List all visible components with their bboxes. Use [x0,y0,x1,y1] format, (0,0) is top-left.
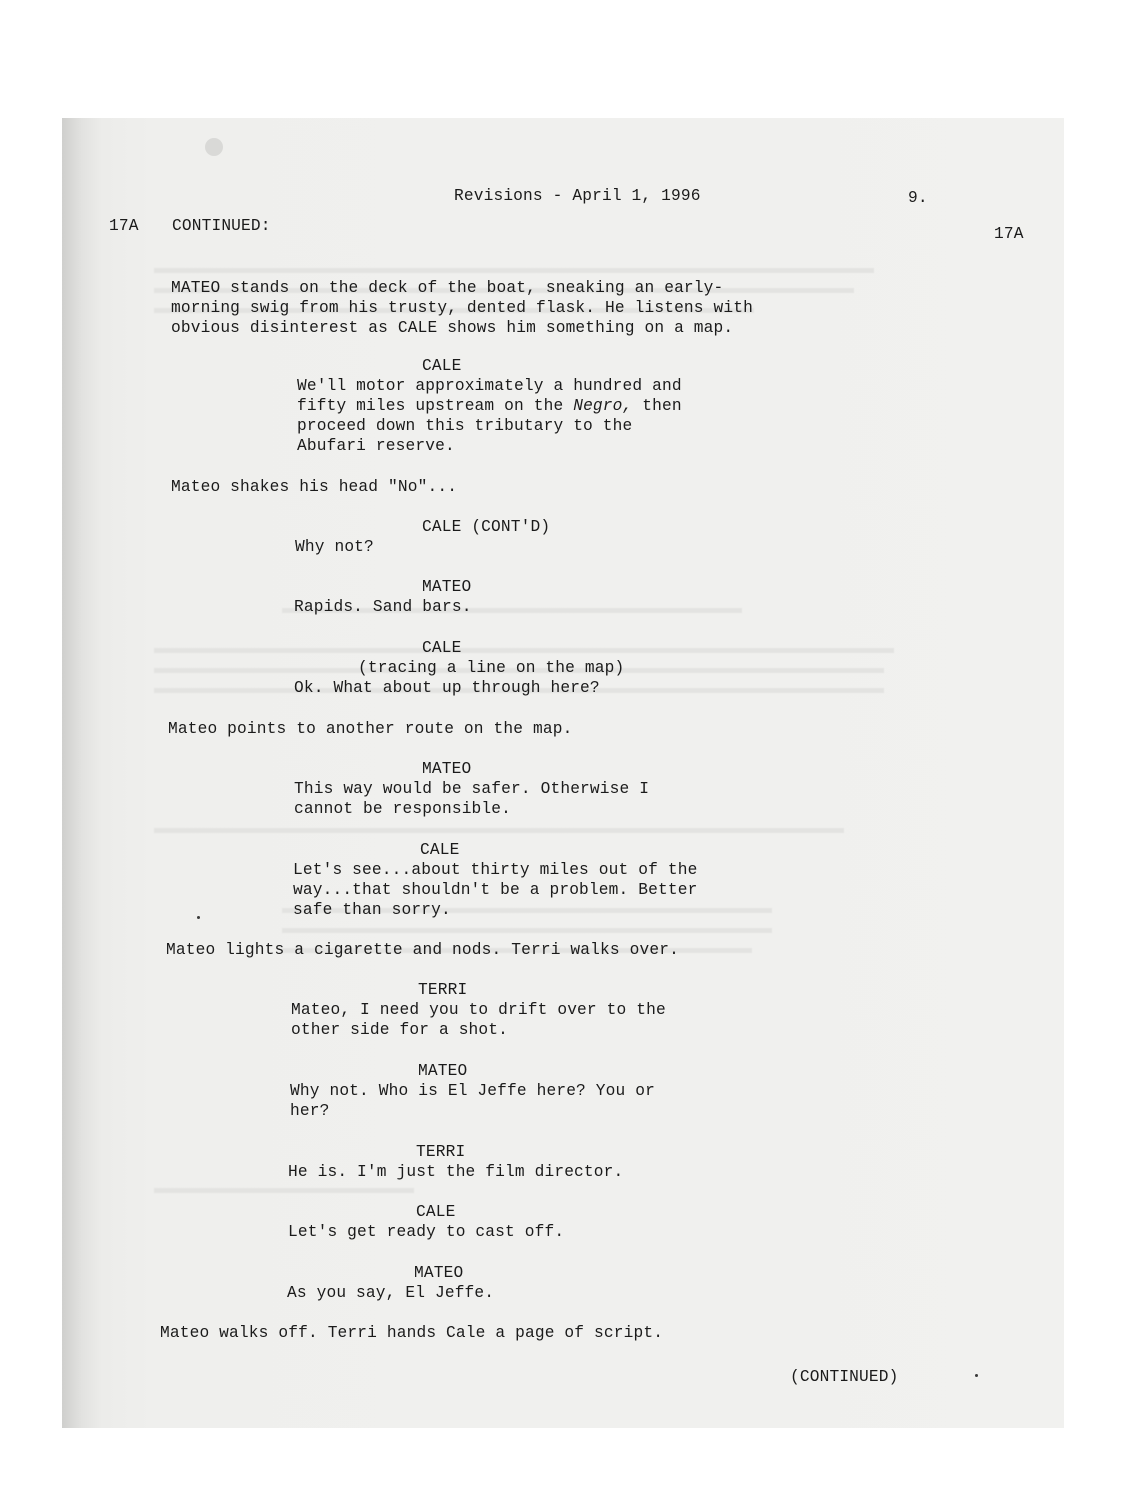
scene-number-left: 17A [109,217,139,235]
dialogue-line: We'll motor approximately a hundred and [297,377,682,395]
dialogue-line: Why not. Who is El Jeffe here? You or [290,1082,655,1100]
dialogue-line: way...that shouldn't be a problem. Better [293,881,698,899]
dialogue-line: Why not? [295,538,374,556]
dialogue-line: Mateo, I need you to drift over to the [291,1001,666,1019]
dialogue-line: Let's see...about thirty miles out of the [293,861,698,879]
action-line: Mateo shakes his head "No"... [171,478,458,496]
character-name: CALE [422,357,462,375]
dialogue-line: This way would be safer. Otherwise I [294,780,650,798]
dialogue-line: He is. I'm just the film director. [288,1163,624,1181]
action-line: Mateo walks off. Terri hands Cale a page of script. [160,1324,664,1342]
dialogue-text: then [632,397,682,415]
character-name: CALE [416,1203,456,1221]
action-line: morning swig from his trusty, dented flask. He listens with [171,299,753,317]
character-name: MATEO [414,1264,464,1282]
character-name: MATEO [422,578,472,596]
dialogue-line: other side for a shot. [291,1021,509,1039]
parenthetical: (tracing a line on the map) [358,659,625,677]
dialogue-line: Abufari reserve. [297,437,455,455]
dialogue-line: Let's get ready to cast off. [288,1223,565,1241]
continued-footer: (CONTINUED) [790,1368,899,1386]
scene-number-right: 17A [994,225,1024,243]
action-line: MATEO stands on the deck of the boat, sneaking an early- [171,279,724,297]
action-line: Mateo lights a cigarette and nods. Terri walks over. [166,941,679,959]
page-number: 9. [908,189,928,207]
dialogue-line: Rapids. Sand bars. [294,598,472,616]
character-name: TERRI [416,1143,466,1161]
character-name: CALE [420,841,460,859]
paper-speck [197,916,200,919]
character-name: MATEO [418,1062,468,1080]
dialogue-line: safe than sorry. [293,901,451,919]
character-name: CALE [422,639,462,657]
continued-label: CONTINUED: [172,217,271,235]
script-page [62,118,1064,1428]
dialogue-line: her? [290,1102,330,1120]
character-name: TERRI [418,981,468,999]
paper-speck [975,1374,978,1377]
punch-hole [205,138,223,156]
dialogue-italic-text: Negro, [573,397,633,415]
character-name: MATEO [422,760,472,778]
dialogue-line: As you say, El Jeffe. [287,1284,495,1302]
action-line: Mateo points to another route on the map. [168,720,573,738]
character-name: CALE (CONT'D) [422,518,551,536]
dialogue-line: Ok. What about up through here? [294,679,600,697]
dialogue-text: fifty miles upstream on the [297,397,574,415]
dialogue-line: cannot be responsible. [294,800,512,818]
action-line: obvious disinterest as CALE shows him something on a map. [171,319,734,337]
revision-header: Revisions - April 1, 1996 [454,187,701,205]
dialogue-line: proceed down this tributary to the [297,417,633,435]
dialogue-line [297,396,682,416]
